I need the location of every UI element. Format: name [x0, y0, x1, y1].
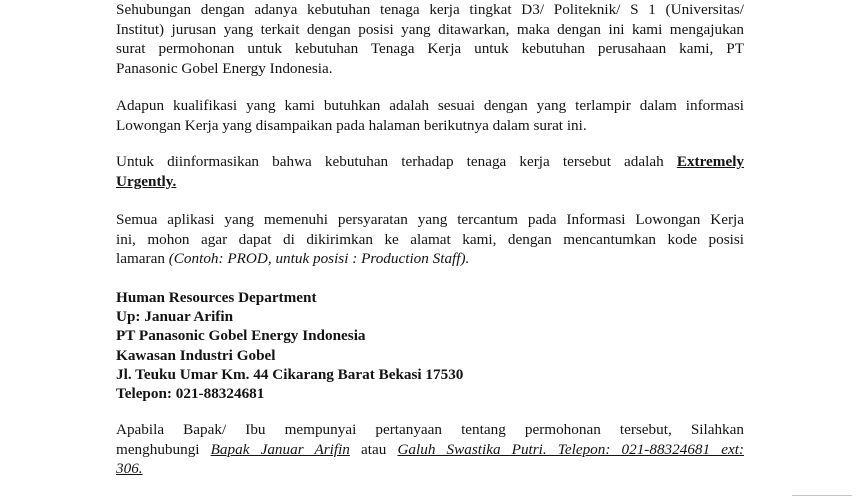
- paragraph-application-line: Semua aplikasi yang memenuhi persyaratan yang tercantum pada Informasi Lowongan Kerja: [116, 211, 744, 228]
- paragraph-request-line: Panasonic Gobel Energy Indonesia.: [116, 59, 333, 77]
- paragraph-contact-line: Apabila Bapak/ Ibu mempunyai pertanyaan tentang permohonan tersebut, Silahkan: [116, 421, 744, 438]
- address-department: Human Resources Department: [116, 289, 317, 306]
- paragraph-urgency-line: [116, 152, 744, 172]
- paragraph-urgency: [116, 152, 744, 191]
- paragraph-qualification-line: Lowongan Kerja yang disampaikan pada halaman berikutnya dalam surat ini.: [116, 116, 587, 134]
- contact-connector: atau: [361, 440, 387, 458]
- paragraph-contact-line: [116, 440, 744, 460]
- contact-extension: 306.: [116, 460, 143, 477]
- address-street: Jl. Teuku Umar Km. 44 Cikarang Barat Bekasi 17530: [116, 365, 464, 383]
- paragraph-contact: [116, 420, 744, 479]
- application-example: (Contoh: PROD, untuk posisi : Production Staff).: [168, 250, 470, 267]
- urgency-text: Untuk diinformasikan bahwa kebutuhan terhadap tenaga kerja tersebut adalah: [116, 153, 664, 170]
- contact-prefix: menghubungi: [116, 440, 200, 458]
- paragraph-request: [116, 0, 744, 78]
- address-attention: Up: Januar Arifin: [116, 308, 234, 326]
- address-area: Kawasan Industri Gobel: [116, 346, 276, 364]
- address-phone: Telepon: 021-88324681: [116, 385, 265, 403]
- urgency-emphasis-cont: Urgently.: [116, 172, 177, 190]
- address-block: [116, 288, 463, 403]
- contact-person-januar: Bapak Januar Arifin: [210, 440, 350, 458]
- paragraph-request-line: Sehubungan dengan adanya kebutuhan tenaga kerja tingkat D3/ Politeknik/ S 1 (Universitas/: [116, 1, 744, 18]
- paragraph-application-line: [116, 249, 744, 269]
- paragraph-request-line: surat permohonan untuk kebutuhan Tenaga Kerja untuk kebutuhan perusahaan kami, PT: [116, 40, 744, 57]
- urgency-emphasis: Extremely: [676, 153, 745, 170]
- paragraph-application-line: ini, mohon agar dapat di dikirimkan ke alamat kami, dengan mencantumkan kode posisi: [116, 230, 744, 248]
- scan-artifact: [792, 495, 852, 496]
- paragraph-application: [116, 210, 744, 269]
- paragraph-qualification-line: Adapun kualifikasi yang kami butuhkan adalah sesuai dengan yang terlampir dalam informasi: [116, 97, 744, 114]
- contact-person-galuh: Galuh Swastika Putri. Telepon: 021-88324681 ext:: [397, 440, 744, 458]
- application-text: lamaran: [116, 250, 165, 267]
- address-company: PT Panasonic Gobel Energy Indonesia: [116, 327, 366, 345]
- paragraph-request-line: Institut) jurusan yang terkait dengan posisi yang ditawarkan, maka dengan ini kami mengajukan: [116, 20, 744, 38]
- paragraph-qualification: [116, 96, 744, 135]
